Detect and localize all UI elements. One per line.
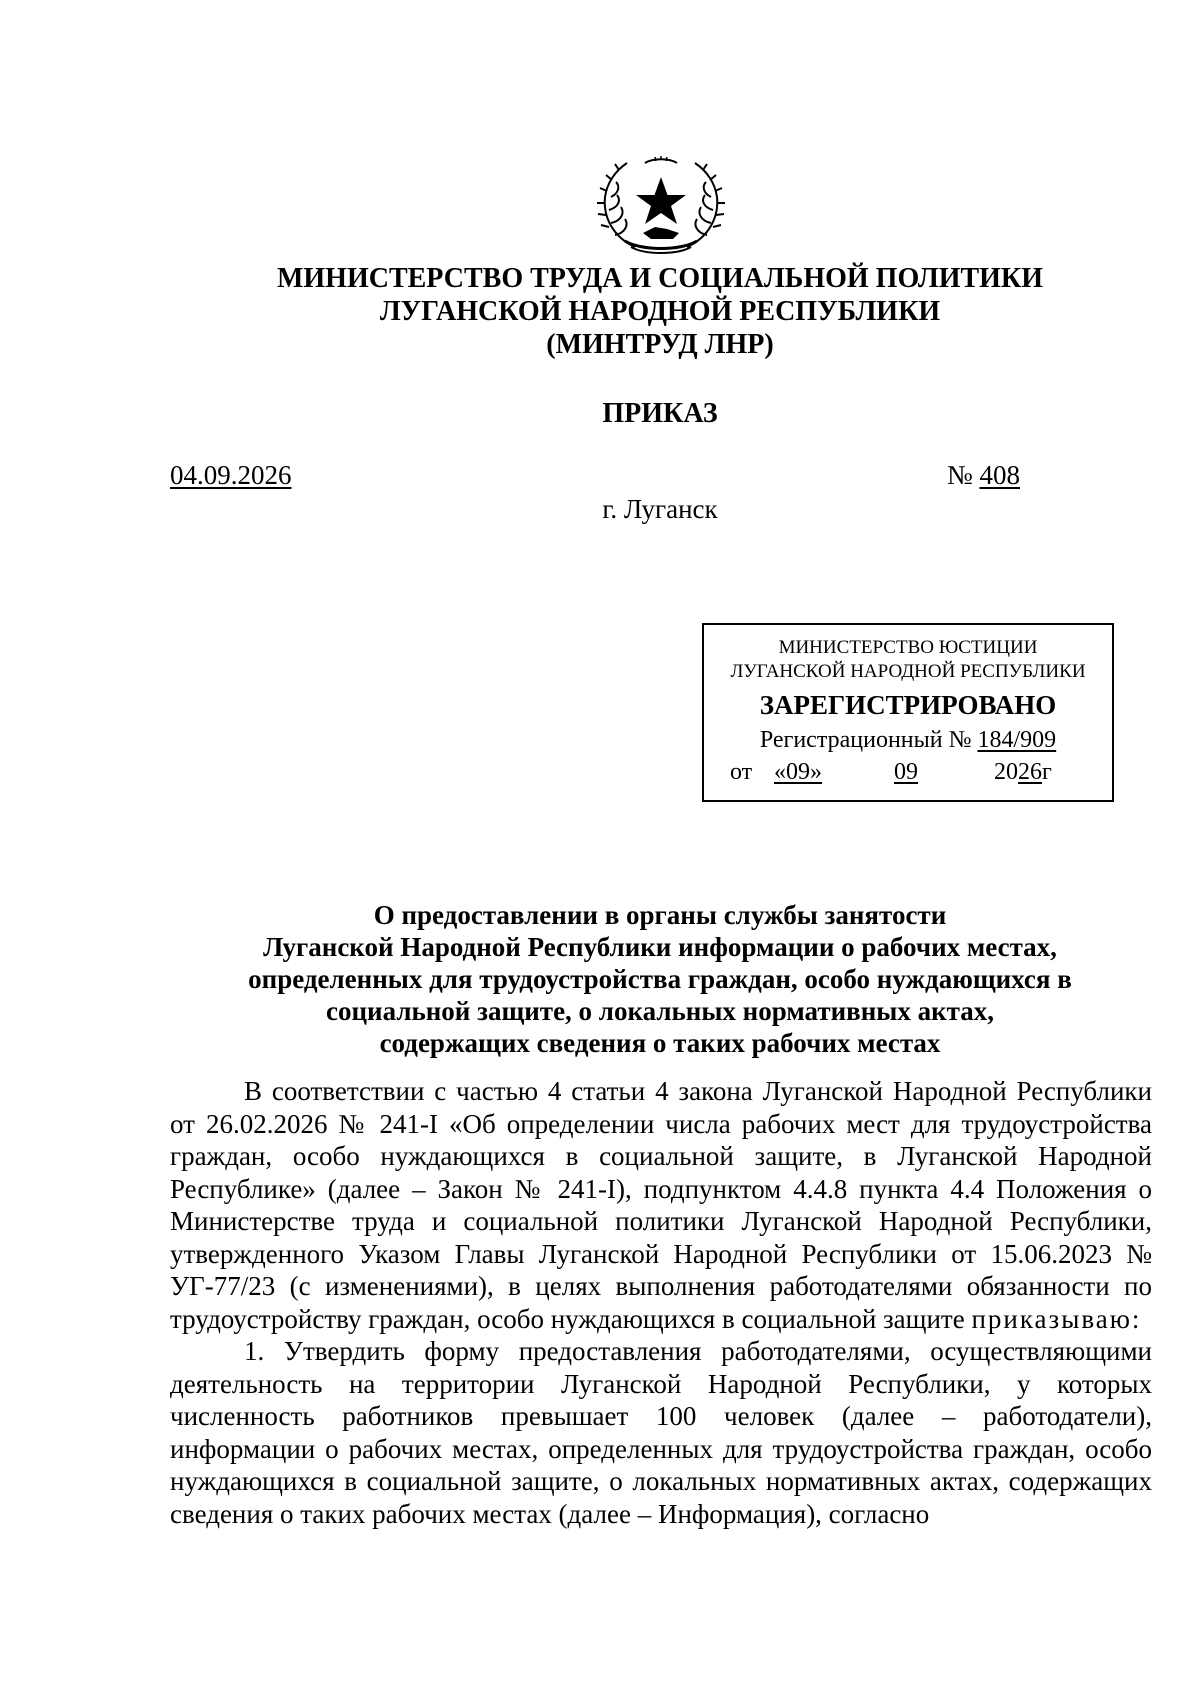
subject-line4: социальной защите, о локальных нормативных актах, <box>325 996 995 1026</box>
city: г. Луганск <box>602 494 718 524</box>
preamble-paragraph <box>170 1075 1152 1335</box>
item-1-paragraph: 1. Утвердить форму предоставления работодателями, осуществляющими деятельность на территории Луганской Народной Республики, у которых численность работников превышает 100 человек (далее – работодатели), информации о рабочих местах, определенных для трудоустройства граждан, особо нуждающихся в социальной защите, о локальных нормативных актах, содержащих сведения о таких рабочих местах (далее – Информация), согласно <box>170 1336 1152 1529</box>
stamp-year-suffix: 26 <box>1018 759 1042 785</box>
stamp-status: ЗАРЕГИСТРИРОВАНО <box>759 690 1057 720</box>
ministry-header <box>150 262 1170 361</box>
republic-emblem-icon <box>595 155 727 257</box>
document-subject <box>150 899 1170 1059</box>
subject-line5: содержащих сведения о таких рабочих местах <box>379 1028 941 1058</box>
stamp-agency-line1: МИНИСТЕРСТВО ЮСТИЦИИ <box>778 637 1038 658</box>
order-number-value: 408 <box>979 460 1020 490</box>
stamp-agency-line2: ЛУГАНСКОЙ НАРОДНОЙ РЕСПУБЛИКИ <box>730 661 1086 682</box>
stamp-reg-number-value: 184/909 <box>977 727 1057 753</box>
order-colon: : <box>1131 1303 1140 1334</box>
stamp-month: 09 <box>894 759 918 785</box>
document-body <box>170 1075 1152 1530</box>
stamp-year-unit: г <box>1042 759 1052 785</box>
subject-line3: определенных для трудоустройства граждан, особо нуждающихся в <box>248 964 1072 994</box>
number-sign: № <box>946 460 973 490</box>
stamp-year-prefix: 20 <box>994 759 1018 785</box>
order-date: 04.09.2026 <box>170 460 292 490</box>
stamp-year <box>994 759 1052 786</box>
stamp-reg-label: Регистрационный № <box>759 727 972 753</box>
ministry-name-line1: МИНИСТЕРСТВО ТРУДА И СОЦИАЛЬНОЙ ПОЛИТИКИ <box>276 263 1044 294</box>
stamp-day: «09» <box>774 759 822 785</box>
order-number <box>947 460 1020 491</box>
subject-line2: Луганской Народной Республики информации о рабочих местах, <box>263 932 1057 962</box>
stamp-from-label: от <box>730 759 753 785</box>
stamp-registration-date <box>704 757 1112 793</box>
ministry-abbreviation: (МИНТРУД ЛНР) <box>546 329 774 360</box>
stamp-registration-number <box>704 723 1112 757</box>
preamble-text: В соответствии с частью 4 статьи 4 закона Луганской Народной Республики от 26.02.2026 № 241-I «Об определении числа рабочих мест для трудоустройства граждан, особо нуждающихся в социальной защите, в Луганской Народной Республике» (далее – Закон № 241-I), подпунктом 4.4.8 пункта 4.4 Положения о Министерстве труда и социальной политики Луганской Народной Республики, утвержденного Указом Главы Луганской Народной Республики от 15.06.2023 № УГ-77/23 (с изменениями), в целях выполнения работодателями обязанности по трудоустройству граждан, особо нуждающихся в социальной защите <box>170 1076 1152 1334</box>
ministry-name-line2: ЛУГАНСКОЙ НАРОДНОЙ РЕСПУБЛИКИ <box>379 296 941 327</box>
subject-line1: О предоставлении в органы службы занятости <box>373 900 947 930</box>
document-type-title: ПРИКАЗ <box>602 398 718 429</box>
order-word: приказываю <box>971 1303 1132 1334</box>
registration-stamp <box>702 623 1114 802</box>
